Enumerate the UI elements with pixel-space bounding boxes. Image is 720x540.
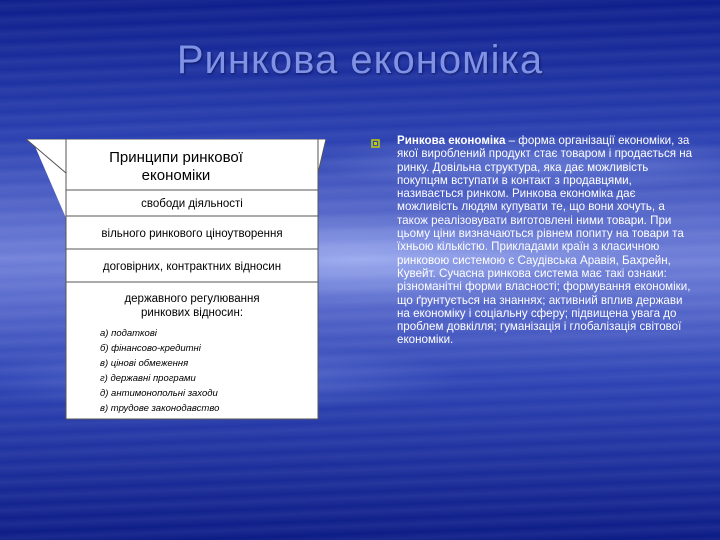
- definition-paragraph: [397, 134, 697, 347]
- diagram-subitem: в) цінові обмеження: [100, 358, 189, 369]
- diagram-row: договірних, контрактних відносин: [102, 261, 282, 273]
- slide-title: Ринкова економіка: [176, 38, 544, 82]
- diagram-row: свободи діяльності: [141, 198, 243, 210]
- diagram-row: державного регулювання ринкових відносин:: [124, 293, 260, 319]
- diagram-subitem: б) фінансово-кредитні: [100, 343, 201, 354]
- definition-term: Ринкова економіка: [397, 134, 506, 147]
- diagram-subitem: в) трудове законодавство: [100, 403, 220, 414]
- definition-text: – форма організації економіки, за якої вироблений продукт стає товаром і продається на ринку. Довільна структура, яка дає можливість покупцям вступати в контакт з продавцями, називається ринком. Ринкова економіка дає можливість людям купувати те, що вони хочуть, а також реалізовувати виготовлені ними товари. При цьому ціни визначаються рівнем попиту на товари та їхньою кількістю. Прикладами країн з класичною ринковою системою є Саудівська Аравія, Бахрейн, Кувейт. Сучасна ринкова система має такі ознаки: різноманітні форми власності; формування економіки, що ґрунтується на знаннях; активний вплив держави на економіку і соціальну сферу; підвищена увага до проблем довкілля; гуманізація і глобалізація світової економіки.: [397, 134, 693, 347]
- principles-diagram: [26, 139, 326, 424]
- diagram-subitem: г) державні програми: [100, 373, 196, 384]
- diagram-row: вільного ринкового ціноутворення: [101, 228, 283, 240]
- diagram-subitem: а) податкові: [100, 328, 157, 339]
- diagram-subitem: д) антимонопольні заходи: [100, 388, 218, 399]
- square-bullet-icon: [371, 139, 383, 151]
- diagram-header: Принципи ринкової економіки: [109, 149, 243, 184]
